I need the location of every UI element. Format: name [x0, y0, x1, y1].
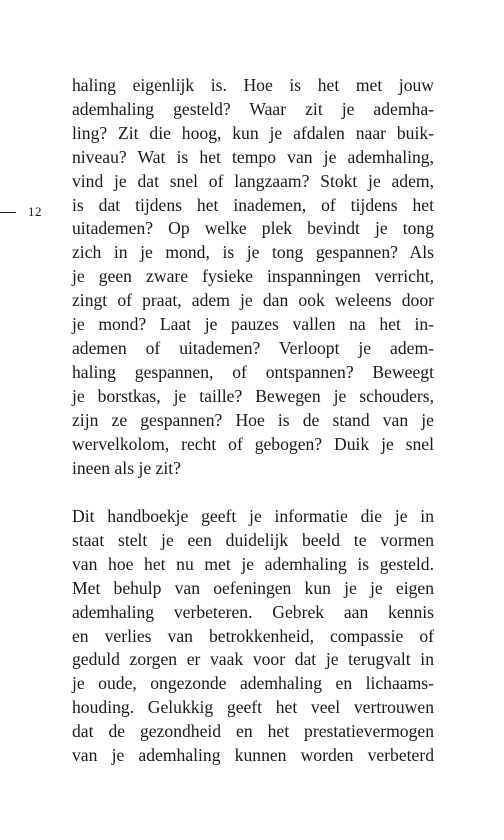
paragraph-line: ademhaling gesteld? Waar zit je ademha- — [72, 98, 434, 119]
paragraph-line: ling? Zit die hoog, kun je afdalen naar buik- — [72, 122, 434, 143]
paragraph-line: is dat tijdens het inademen, of tijdens het — [72, 194, 434, 215]
paragraph-line: en verlies van betrokkenheid, compassie of — [72, 625, 434, 646]
paragraph-line: houding. Gelukkig geeft het veel vertrouwen — [72, 697, 434, 718]
paragraph-line: van je ademhaling kunnen worden verbeterd — [72, 745, 434, 766]
paragraph-line: je mond? Laat je pauzes vallen na het in- — [72, 314, 434, 335]
paragraph-line: haling eigenlijk is. Hoe is het met jouw — [72, 75, 434, 95]
paragraph-line: niveau? Wat is het tempo van je ademhaling, — [72, 146, 434, 167]
paragraph-line: ineen als je zit? — [72, 457, 181, 478]
page-marker-dash — [0, 212, 16, 213]
paragraph-1 — [72, 74, 434, 480]
paragraph-line: vind je dat snel of langzaam? Stokt je adem, — [72, 170, 434, 191]
paragraph-line: ademhaling verbeteren. Gebrek aan kennis — [72, 601, 434, 622]
paragraph-line: van hoe het nu met je ademhaling is gesteld. — [72, 553, 434, 574]
paragraph-line: uitademen? Op welke plek bevindt je tong — [72, 218, 434, 239]
paragraph-line: ademen of uitademen? Verloopt je adem- — [72, 337, 434, 358]
paragraph-line: zingt of praat, adem je dan ook weleens door — [72, 290, 434, 311]
paragraph-line: wervelkolom, recht of gebogen? Duik je snel — [72, 433, 434, 454]
paragraph-line: haling gespannen, of ontspannen? Beweegt — [72, 361, 434, 382]
paragraph-line: staat stelt je een duidelijk beeld te vormen — [72, 529, 434, 550]
paragraph-2 — [72, 505, 434, 768]
paragraph-line: Dit handboekje geeft je informatie die je in — [72, 506, 434, 526]
page-number: 12 — [28, 204, 42, 219]
paragraph-line: dat de gezondheid en het prestatievermogen — [72, 721, 434, 742]
page-marker — [0, 203, 42, 221]
paragraph-line: geduld zorgen er vaak voor dat je terugvalt in — [72, 649, 434, 670]
paragraph-line: je oude, ongezonde ademhaling en lichaams- — [72, 673, 434, 694]
paragraph-line: zijn ze gespannen? Hoe is de stand van je — [72, 409, 434, 430]
paragraph-line: zich in je mond, is je tong gespannen? Als — [72, 242, 434, 263]
paragraph-line: je borstkas, je taille? Bewegen je schouders, — [72, 385, 434, 406]
paragraph-line: je geen zware fysieke inspanningen verricht, — [72, 266, 434, 287]
paragraph-line: Met behulp van oefeningen kun je je eigen — [72, 577, 434, 598]
